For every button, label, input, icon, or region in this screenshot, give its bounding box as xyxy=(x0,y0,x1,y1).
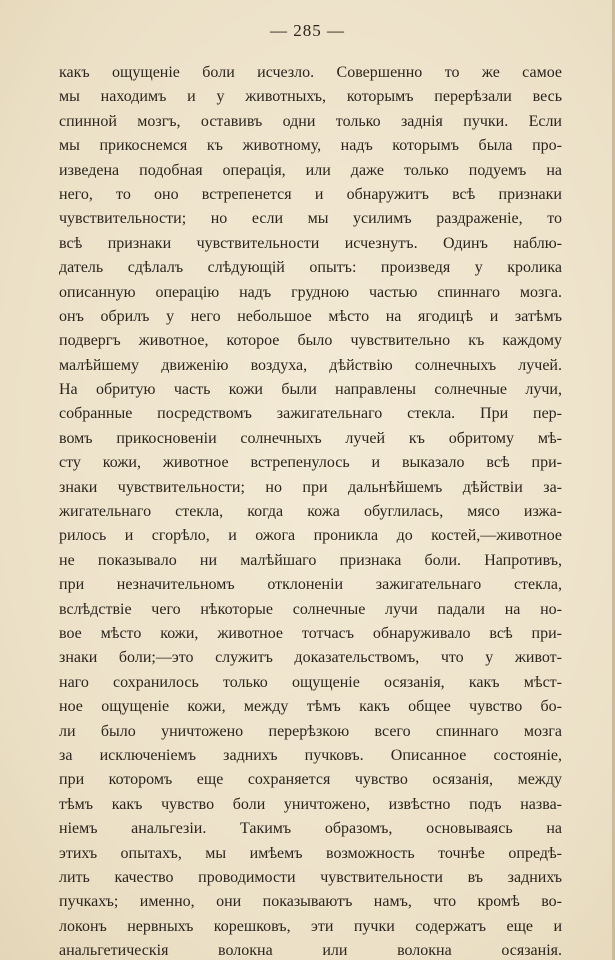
text-line: этихъ опытахъ, мы имѣемъ возможность точнѣе опредѣ- xyxy=(59,844,562,862)
body-text xyxy=(59,61,562,960)
text-line: описанную операцію надъ грудною частью спиннаго мозга. xyxy=(59,283,562,301)
text-line: при которомъ еще сохраняется чувство осязанія, между xyxy=(59,771,562,789)
text-line: лить качество проводимости чувствительности въ заднихъ xyxy=(59,868,562,886)
text-line: На обритую часть кожи были направлены солнечные лучи, xyxy=(59,381,562,399)
text-line: вое мѣсто кожи, животное тотчасъ обнаруживало всѣ при- xyxy=(59,624,562,642)
text-line: спинной мозгъ, оставивъ одни только заднія пучки. Если xyxy=(59,112,562,130)
text-line: онъ обрилъ у него небольшое мѣсто на ягодицѣ и затѣмъ xyxy=(59,307,562,325)
page-number: — 285 — xyxy=(270,21,345,40)
text-line: мы находимъ и у животныхъ, которымъ перерѣзали весь xyxy=(59,88,562,106)
text-line: рилось и сгорѣло, и ожога проникла до костей,—животное xyxy=(59,527,562,545)
text-line: датель сдѣлалъ слѣдующій опытъ: произведя у кролика xyxy=(59,259,562,277)
text-line: вслѣдствіе чего нѣкоторые солнечные лучи падали на но- xyxy=(59,600,562,618)
text-line: за исключеніемъ заднихъ пучковъ. Описанное состояніе, xyxy=(59,746,562,764)
text-line: пучкахъ; именно, они показываютъ намъ, что кромѣ во- xyxy=(59,893,562,911)
text-line: наго сохранилось только ощущеніе осязанія, какъ мѣст- xyxy=(59,673,562,691)
text-line: тѣмъ какъ чувство боли уничтожено, извѣстно подъ назва- xyxy=(59,795,562,813)
text-line: изведена подобная операція, или даже только подуемъ на xyxy=(59,161,562,179)
text-line: малѣйшему движенію воздуха, дѣйствію солнечныхъ лучей. xyxy=(59,356,562,374)
text-line: сту кожи, животное встрепенулось и выказало всѣ при- xyxy=(59,454,562,472)
text-line-last: анальгетическія волокна или волокна осязанія. xyxy=(59,942,562,960)
text-line: ніемъ анальгезіи. Такимъ образомъ, основываясь на xyxy=(59,820,562,838)
text-line: подвергъ животное, которое было чувствительно къ каждому xyxy=(59,332,562,350)
text-line: ли было уничтожено перерѣзкою всего спиннаго мозга xyxy=(59,722,562,740)
text-line: собранные посредствомъ зажигательнаго стекла. При пер- xyxy=(59,405,562,423)
text-line: чувствительности; но если мы усилимъ раздраженіе, то xyxy=(59,210,562,228)
text-line: жигательнаго стекла, когда кожа обуглилась, мясо изжа- xyxy=(59,503,562,521)
text-line: знаки боли;—это служитъ доказательствомъ, что у живот- xyxy=(59,649,562,667)
text-line: знаки чувствительности; но при дальнѣйшемъ дѣйствіи за- xyxy=(59,478,562,496)
text-line: локонъ нервныхъ корешковъ, эти пучки содержатъ еще и xyxy=(59,917,562,935)
text-line: всѣ признаки чувствительности исчезнутъ. Одинъ наблю- xyxy=(59,234,562,252)
text-line: не показывало ни малѣйшаго признака боли. Напротивъ, xyxy=(59,551,562,569)
text-line: при незначительномъ отклоненіи зажигательнаго стекла, xyxy=(59,576,562,594)
text-line: какъ ощущеніе боли исчезло. Совершенно то же самое xyxy=(59,64,562,81)
text-line: ное ощущеніе кожи, между тѣмъ какъ общее чувство бо- xyxy=(59,698,562,716)
text-line: вомъ прикосновеніи солнечныхъ лучей къ обритому мѣ- xyxy=(59,429,562,447)
text-line: него, то оно встрепенется и обнаружитъ всѣ признаки xyxy=(59,185,562,203)
text-line: мы прикоснемся къ животному, надъ которымъ была про- xyxy=(59,137,562,155)
